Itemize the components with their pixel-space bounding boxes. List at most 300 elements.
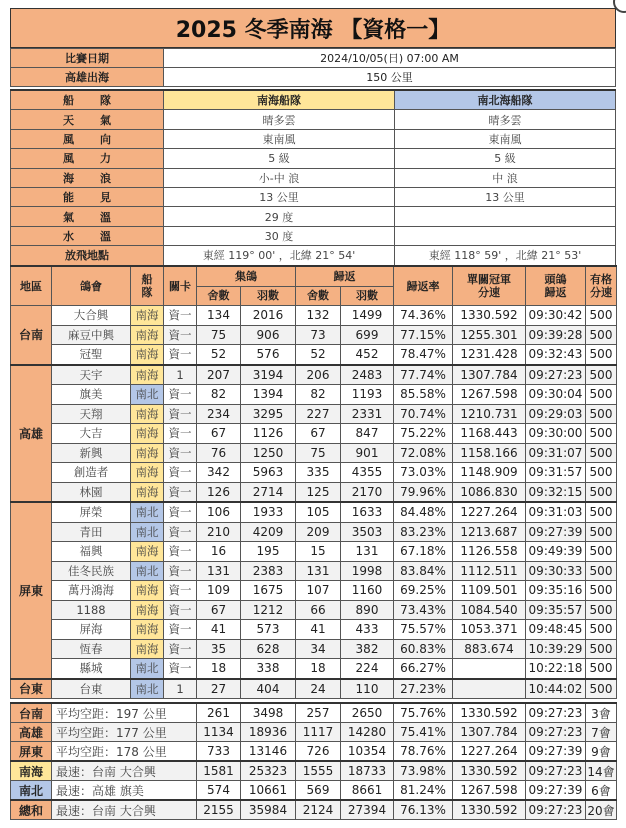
summary-description: 最速：台南 大合興 <box>52 800 197 820</box>
summary-label: 南海 <box>11 761 52 781</box>
summary-collected-birds: 13146 <box>241 742 296 762</box>
label-text: 放飛地點 <box>65 249 109 263</box>
club-row <box>11 443 617 463</box>
gate-cell: 資一 <box>164 404 197 424</box>
collected-lofts: 210 <box>197 522 241 542</box>
club-name: 屏海 <box>52 620 131 640</box>
qualified-speed: 500 <box>586 482 617 502</box>
club-row <box>11 502 617 522</box>
returned-lofts: 75 <box>296 443 341 463</box>
qualified-speed: 500 <box>586 502 617 522</box>
first-return-time: 09:30:33 <box>526 561 586 581</box>
label-char: 溫 <box>100 229 111 243</box>
collected-lofts: 234 <box>197 404 241 424</box>
condition-row <box>11 246 616 265</box>
returned-birds: 433 <box>341 620 394 640</box>
first-return-time: 09:30:00 <box>526 424 586 444</box>
collected-lofts: 126 <box>197 482 241 502</box>
team-badge: 南海 <box>131 325 164 345</box>
summary-returned-birds: 18733 <box>341 761 394 781</box>
region-cell: 台南 <box>11 306 52 365</box>
returned-lofts: 335 <box>296 463 341 483</box>
returned-lofts: 52 <box>296 345 341 365</box>
champion-speed: 1307.784 <box>453 365 526 385</box>
summary-description: 平均空距：177 公里 <box>52 723 197 742</box>
collected-header: 集鴿 <box>197 266 296 286</box>
nanhai-condition-value: 晴多雲 <box>164 110 395 129</box>
champion-header-line1: 單關冠軍 <box>467 273 511 286</box>
summary-row <box>11 781 617 801</box>
team-badge: 南海 <box>131 542 164 562</box>
condition-label <box>11 110 164 129</box>
club-row <box>11 561 617 581</box>
gate-cell: 資一 <box>164 561 197 581</box>
champion-speed: 1330.592 <box>453 306 526 326</box>
team-badge: 南海 <box>131 463 164 483</box>
collected-birds: 1933 <box>241 502 296 522</box>
summary-first-return: 09:27:39 <box>526 742 586 762</box>
summary-row <box>11 800 617 820</box>
label-char: 水 <box>63 229 74 243</box>
collected-birds: 4209 <box>241 522 296 542</box>
team-badge: 南海 <box>131 424 164 444</box>
champion-speed: 1109.501 <box>453 581 526 601</box>
champion-speed: 1148.909 <box>453 463 526 483</box>
collected-lofts: 27 <box>197 679 241 699</box>
club-name: 恆春 <box>52 639 131 659</box>
returned-birds: 847 <box>341 424 394 444</box>
gate-cell: 1 <box>164 679 197 699</box>
label-char: 船 <box>63 94 74 108</box>
club-row <box>11 365 617 385</box>
club-name: 冠聖 <box>52 345 131 365</box>
return-rate: 79.96% <box>394 482 453 502</box>
first-return-time: 09:32:15 <box>526 482 586 502</box>
collected-lofts: 35 <box>197 639 241 659</box>
collected-birds: 576 <box>241 345 296 365</box>
collected-birds: 404 <box>241 679 296 699</box>
gate-cell: 資一 <box>164 482 197 502</box>
return-rate: 74.36% <box>394 306 453 326</box>
club-row <box>11 404 617 424</box>
champion-speed: 1213.687 <box>453 522 526 542</box>
collected-birds: 195 <box>241 542 296 562</box>
gate-cell: 資一 <box>164 385 197 405</box>
champion-speed <box>453 679 526 699</box>
label-char: 浪 <box>100 171 111 185</box>
summary-label: 總和 <box>11 800 52 820</box>
team-badge: 南海 <box>131 639 164 659</box>
condition-row <box>11 187 616 206</box>
first-return-time: 09:31:07 <box>526 443 586 463</box>
first-header-line2: 歸返 <box>544 286 567 299</box>
qualified-speed: 500 <box>586 620 617 640</box>
distance-value: 150 公里 <box>164 68 616 87</box>
club-name: 大吉 <box>52 424 131 444</box>
returned-birds: 131 <box>341 542 394 562</box>
qualified-speed: 500 <box>586 581 617 601</box>
first-return-time: 09:31:57 <box>526 463 586 483</box>
returned-birds: 890 <box>341 600 394 620</box>
club-row <box>11 482 617 502</box>
champion-speed-header <box>453 266 526 306</box>
label-char: 隊 <box>100 94 111 108</box>
return-rate: 75.57% <box>394 620 453 640</box>
collected-lofts: 52 <box>197 345 241 365</box>
club-row <box>11 620 617 640</box>
team-badge: 南海 <box>131 345 164 365</box>
summary-collected-lofts: 574 <box>197 781 241 801</box>
collected-lofts: 67 <box>197 424 241 444</box>
summary-first-return: 09:27:23 <box>526 703 586 723</box>
label-char: 海 <box>63 171 74 185</box>
collected-birds: 2383 <box>241 561 296 581</box>
club-name: 旗美 <box>52 385 131 405</box>
returned-lofts: 18 <box>296 659 341 679</box>
returned-birds: 4355 <box>341 463 394 483</box>
qualified-speed: 500 <box>586 639 617 659</box>
summary-club-count: 20會 <box>586 800 617 820</box>
qualified-speed: 500 <box>586 306 617 326</box>
nanhai-condition-value: 東經 119° 00' ，北緯 21° 54' <box>164 246 395 265</box>
champion-speed: 883.674 <box>453 639 526 659</box>
return-rate: 60.83% <box>394 639 453 659</box>
returned-lofts-header: 舍數 <box>296 286 341 306</box>
champion-speed <box>453 659 526 679</box>
first-return-time: 09:30:42 <box>526 306 586 326</box>
summary-return-rate: 75.41% <box>394 723 453 742</box>
summary-label: 台南 <box>11 703 52 723</box>
summary-collected-birds: 18936 <box>241 723 296 742</box>
summary-collected-birds: 25323 <box>241 761 296 781</box>
return-rate: 72.08% <box>394 443 453 463</box>
summary-champion-speed: 1307.784 <box>453 723 526 742</box>
summary-row <box>11 742 617 762</box>
returned-birds: 901 <box>341 443 394 463</box>
gate-cell: 資一 <box>164 463 197 483</box>
returned-lofts: 24 <box>296 679 341 699</box>
summary-collected-lofts: 1134 <box>197 723 241 742</box>
nanbei-condition-value: 5 級 <box>395 149 616 168</box>
condition-label <box>11 207 164 226</box>
summary-champion-speed: 1227.264 <box>453 742 526 762</box>
team-badge: 南北 <box>131 679 164 699</box>
gate-cell: 資一 <box>164 639 197 659</box>
region-cell: 台東 <box>11 679 52 699</box>
qualified-speed: 500 <box>586 561 617 581</box>
team-header-row <box>11 90 616 110</box>
nanbei-condition-value <box>395 226 616 245</box>
returned-birds: 110 <box>341 679 394 699</box>
nanbei-condition-value: 東南風 <box>395 129 616 148</box>
first-return-time: 10:22:18 <box>526 659 586 679</box>
label-char: 天 <box>63 113 74 127</box>
label-char: 力 <box>100 152 111 166</box>
returned-birds: 3503 <box>341 522 394 542</box>
return-rate: 78.47% <box>394 345 453 365</box>
summary-club-count: 14會 <box>586 761 617 781</box>
region-cell: 高雄 <box>11 365 52 503</box>
club-row <box>11 679 617 699</box>
nanbei-condition-value: 13 公里 <box>395 187 616 206</box>
champion-header-line2: 分速 <box>478 286 500 299</box>
condition-label <box>11 246 164 265</box>
first-return-time: 09:49:39 <box>526 542 586 562</box>
club-name: 1188 <box>52 600 131 620</box>
collected-lofts: 16 <box>197 542 241 562</box>
summary-return-rate: 75.76% <box>394 703 453 723</box>
club-name: 萬丹鴻海 <box>52 581 131 601</box>
summary-description: 平均空距：197 公里 <box>52 703 197 723</box>
champion-speed: 1158.166 <box>453 443 526 463</box>
nanbei-condition-value: 東經 118° 59' ，北緯 21° 53' <box>395 246 616 265</box>
return-rate: 83.84% <box>394 561 453 581</box>
team-badge: 南北 <box>131 385 164 405</box>
nanhai-condition-value: 東南風 <box>164 129 395 148</box>
summary-description: 最速：高雄 旗美 <box>52 781 197 801</box>
team-badge: 南海 <box>131 404 164 424</box>
qualified-speed: 500 <box>586 443 617 463</box>
first-return-time: 09:31:03 <box>526 502 586 522</box>
team-badge: 南海 <box>131 581 164 601</box>
collected-lofts: 82 <box>197 385 241 405</box>
summary-collected-birds: 35984 <box>241 800 296 820</box>
summary-collected-lofts: 733 <box>197 742 241 762</box>
nanhai-team-header: 南海船隊 <box>164 90 395 110</box>
gate-cell: 資一 <box>164 443 197 463</box>
race-date-value: 2024/10/05(日) 07:00 AM <box>164 49 616 68</box>
page-title: 2025 冬季南海 【資格一】 <box>11 9 616 48</box>
label-char: 氣 <box>100 113 111 127</box>
qualified-speed-header <box>586 266 617 306</box>
summary-row <box>11 703 617 723</box>
champion-speed: 1086.830 <box>453 482 526 502</box>
return-rate: 84.48% <box>394 502 453 522</box>
first-return-time: 10:44:02 <box>526 679 586 699</box>
summary-return-rate: 78.76% <box>394 742 453 762</box>
club-row <box>11 542 617 562</box>
returned-birds: 2170 <box>341 482 394 502</box>
club-header: 鴿會 <box>52 266 131 306</box>
summary-champion-speed: 1267.598 <box>453 781 526 801</box>
returned-birds: 382 <box>341 639 394 659</box>
summary-club-count: 6會 <box>586 781 617 801</box>
returned-birds: 1193 <box>341 385 394 405</box>
returned-lofts: 34 <box>296 639 341 659</box>
first-return-time: 09:29:03 <box>526 404 586 424</box>
club-name: 縣城 <box>52 659 131 679</box>
gate-cell: 資一 <box>164 659 197 679</box>
qualified-speed: 500 <box>586 659 617 679</box>
champion-speed: 1267.598 <box>453 385 526 405</box>
summary-return-rate: 81.24% <box>394 781 453 801</box>
champion-speed: 1210.731 <box>453 404 526 424</box>
club-name: 天翔 <box>52 404 131 424</box>
returned-birds: 1633 <box>341 502 394 522</box>
condition-label <box>11 149 164 168</box>
summary-collected-lofts: 2155 <box>197 800 241 820</box>
gate-cell: 資一 <box>164 581 197 601</box>
club-name: 創造者 <box>52 463 131 483</box>
collected-birds: 338 <box>241 659 296 679</box>
team-badge: 南北 <box>131 659 164 679</box>
summary-club-count: 3會 <box>586 703 617 723</box>
summary-first-return: 09:27:23 <box>526 761 586 781</box>
first-return-time: 09:27:23 <box>526 365 586 385</box>
collected-birds: 1126 <box>241 424 296 444</box>
collected-birds: 1394 <box>241 385 296 405</box>
nanhai-condition-value: 30 度 <box>164 226 395 245</box>
condition-row <box>11 207 616 226</box>
nanhai-condition-value: 13 公里 <box>164 187 395 206</box>
summary-returned-lofts: 2124 <box>296 800 341 820</box>
returned-birds: 2331 <box>341 404 394 424</box>
team-conditions-table <box>10 89 616 266</box>
team-badge: 南海 <box>131 620 164 640</box>
collected-lofts: 76 <box>197 443 241 463</box>
collected-lofts: 18 <box>197 659 241 679</box>
condition-row <box>11 129 616 148</box>
condition-label <box>11 168 164 187</box>
club-name: 屏榮 <box>52 502 131 522</box>
summary-collected-lofts: 261 <box>197 703 241 723</box>
label-char: 氣 <box>63 210 74 224</box>
qualified-speed: 500 <box>586 679 617 699</box>
champion-speed: 1112.511 <box>453 561 526 581</box>
returned-lofts: 66 <box>296 600 341 620</box>
collected-lofts: 131 <box>197 561 241 581</box>
club-row <box>11 424 617 444</box>
return-rate-header: 歸返率 <box>394 266 453 306</box>
return-rate: 70.74% <box>394 404 453 424</box>
first-header-line1: 頭鴿 <box>544 273 567 286</box>
region-cell: 屏東 <box>11 502 52 679</box>
return-rate: 67.18% <box>394 542 453 562</box>
team-badge: 南海 <box>131 365 164 385</box>
returned-lofts: 132 <box>296 306 341 326</box>
label-char: 溫 <box>100 210 111 224</box>
team-header-label <box>11 90 164 110</box>
collected-lofts: 75 <box>197 325 241 345</box>
summary-returned-lofts: 1555 <box>296 761 341 781</box>
collected-birds: 1212 <box>241 600 296 620</box>
collected-birds: 906 <box>241 325 296 345</box>
team-badge: 南海 <box>131 443 164 463</box>
team-header-line1: 船 <box>141 273 153 286</box>
label-char: 風 <box>63 152 74 166</box>
gate-cell: 資一 <box>164 522 197 542</box>
first-return-time: 09:39:28 <box>526 325 586 345</box>
gate-header: 關卡 <box>164 266 197 306</box>
first-return-time: 09:35:57 <box>526 600 586 620</box>
collected-lofts: 41 <box>197 620 241 640</box>
collected-birds: 573 <box>241 620 296 640</box>
gate-cell: 資一 <box>164 345 197 365</box>
club-row <box>11 463 617 483</box>
collected-lofts: 67 <box>197 600 241 620</box>
first-return-header <box>526 266 586 306</box>
summary-description: 平均空距：178 公里 <box>52 742 197 762</box>
region-header: 地區 <box>11 266 52 306</box>
summary-row <box>11 723 617 742</box>
collected-lofts: 342 <box>197 463 241 483</box>
summary-first-return: 09:27:39 <box>526 781 586 801</box>
returned-birds: 2483 <box>341 365 394 385</box>
summary-label: 高雄 <box>11 723 52 742</box>
club-name: 佳冬民族 <box>52 561 131 581</box>
collected-birds: 3295 <box>241 404 296 424</box>
returned-birds: 224 <box>341 659 394 679</box>
summary-collected-birds: 10661 <box>241 781 296 801</box>
summary-return-rate: 73.98% <box>394 761 453 781</box>
team-header <box>131 266 164 306</box>
label-char: 風 <box>63 132 74 146</box>
returned-birds: 1160 <box>341 581 394 601</box>
club-row <box>11 306 617 326</box>
return-rate: 73.03% <box>394 463 453 483</box>
gate-cell: 資一 <box>164 620 197 640</box>
club-name: 林園 <box>52 482 131 502</box>
club-name: 新興 <box>52 443 131 463</box>
returned-lofts: 107 <box>296 581 341 601</box>
returned-birds: 699 <box>341 325 394 345</box>
nanbei-condition-value: 中 浪 <box>395 168 616 187</box>
champion-speed: 1168.443 <box>453 424 526 444</box>
qualified-speed: 500 <box>586 404 617 424</box>
gate-cell: 1 <box>164 365 197 385</box>
summary-returned-birds: 8661 <box>341 781 394 801</box>
champion-speed: 1255.301 <box>453 325 526 345</box>
condition-label <box>11 129 164 148</box>
summary-return-rate: 76.13% <box>394 800 453 820</box>
summary-club-count: 9會 <box>586 742 617 762</box>
return-rate: 75.22% <box>394 424 453 444</box>
gate-cell: 資一 <box>164 502 197 522</box>
returned-lofts: 125 <box>296 482 341 502</box>
returned-lofts: 73 <box>296 325 341 345</box>
club-row <box>11 639 617 659</box>
return-rate: 83.23% <box>394 522 453 542</box>
collected-lofts: 106 <box>197 502 241 522</box>
summary-row <box>11 761 617 781</box>
race-info-table <box>10 48 616 87</box>
nanbei-condition-value: 晴多雲 <box>395 110 616 129</box>
collected-lofts: 109 <box>197 581 241 601</box>
collected-birds: 3194 <box>241 365 296 385</box>
summary-returned-birds: 10354 <box>341 742 394 762</box>
club-name: 大合興 <box>52 306 131 326</box>
nanhai-condition-value: 小-中 浪 <box>164 168 395 187</box>
club-name: 麻豆中興 <box>52 325 131 345</box>
condition-row <box>11 110 616 129</box>
club-name: 天宇 <box>52 365 131 385</box>
returned-lofts: 67 <box>296 424 341 444</box>
nanbei-team-header: 南北海船隊 <box>395 90 616 110</box>
summary-collected-lofts: 1581 <box>197 761 241 781</box>
team-header-line2: 隊 <box>141 286 153 299</box>
return-rate: 85.58% <box>394 385 453 405</box>
condition-row <box>11 226 616 245</box>
returned-lofts: 131 <box>296 561 341 581</box>
returned-birds: 1998 <box>341 561 394 581</box>
team-badge: 南海 <box>131 600 164 620</box>
race-date-row <box>11 49 616 68</box>
returned-birds: 452 <box>341 345 394 365</box>
champion-speed: 1084.540 <box>453 600 526 620</box>
return-rate: 66.27% <box>394 659 453 679</box>
returned-birds-header: 羽數 <box>341 286 394 306</box>
returned-lofts: 209 <box>296 522 341 542</box>
